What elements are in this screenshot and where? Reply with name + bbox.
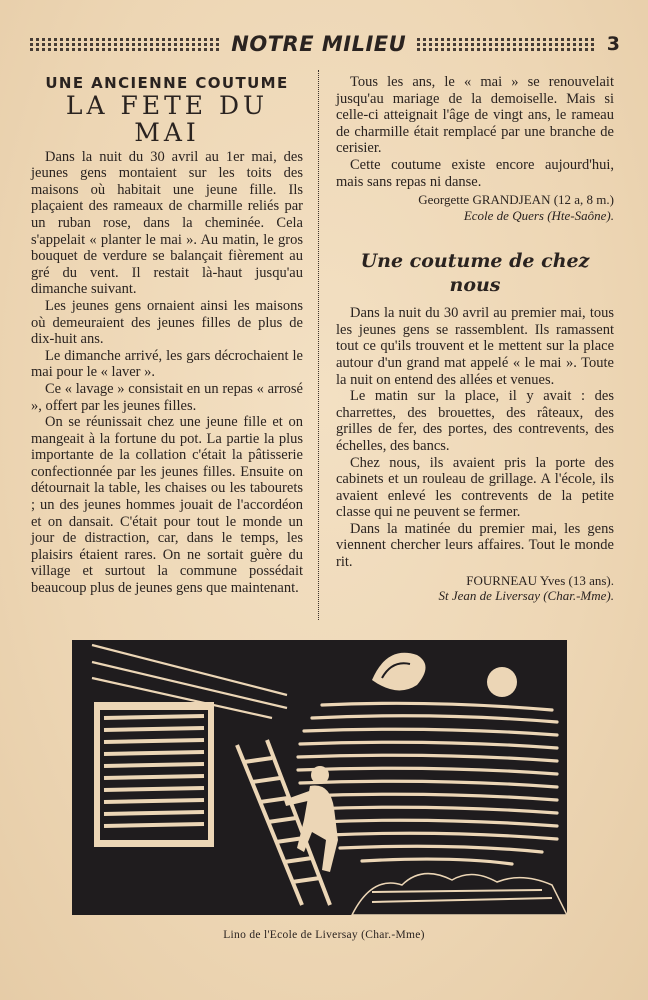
article-paragraph: Le dimanche arrivé, les gars décrochaient le mai pour le « laver ».	[31, 347, 303, 381]
journal-title: NOTRE MILIEU	[231, 32, 407, 56]
school-name: Ecole de Quers (Hte-Saône).	[463, 207, 614, 223]
article-paragraph: Chez nous, ils avaient pris la porte des cabinets et un rouleau de grillage. A l'école, ils avaient enlevé les contrevents de la petite classe qui ne peuvent se fermer.	[336, 454, 614, 521]
article2-signature	[336, 573, 614, 604]
article-paragraph: Le matin sur la place, il y avait : des charrettes, des brouettes, des râteaux, des grilles de fer, des portes, des contrevents, des échelles, des bancs.	[336, 388, 614, 454]
article-paragraph: Dans la nuit du 30 avril au 1er mai, des jeunes gens montaient sur les toits des maisons où habitait une jeune fille. Ils plaçaient des rameaux de charmille reliés par un ruban rose, dans la cheminée. Cela s'appelait « planter le mai ». Au matin, le gros bouquet de verdure se balançait fièrement au gré du vent. Il restait là-haut jusqu'au dimanche suivant.	[31, 148, 303, 298]
header-ornament-left	[30, 37, 220, 51]
article-fete-du-mai	[31, 74, 303, 597]
school-name: St Jean de Liversay (Char.-Mme).	[438, 588, 614, 604]
running-header	[30, 30, 620, 58]
article-paragraph: Dans la nuit du 30 avril au premier mai, tous les jeunes gens se rassemblent. Ils ramassent tout ce qu'ils trouvent et le mettent sur la place autour d'un grand mat appelé « le mai ». Toute la nuit on entend des allées et venues.	[336, 305, 614, 388]
article-paragraph: Cette coutume existe encore aujourd'hui, mais sans repas ni danse.	[336, 156, 614, 190]
page-number: 3	[606, 33, 620, 55]
article-paragraph: On se réunissait chez une jeune fille et on mangeait à la fortune du pot. La partie la plus importante de la collation c'était la pâtisserie confectionnée par les jeunes filles. Ensuite on détournait la table, les chaises ou les tabourets ; un des jeunes hommes jouait de l'accordéon et on dansait. C'était pour tout le monde un jour de distraction, car, dans le temps, les plaisirs étaient rares. On ne sortait guère du village et surtout la commune possédait beaucoup plus de jeunes gens que maintenant.	[31, 414, 303, 597]
linocut-image	[72, 640, 567, 915]
article-headline: LA FETE DU MAI	[65, 90, 269, 147]
article-paragraph: Dans la matinée du premier mai, les gens viennent chercher leurs affaires. Tout le monde rit.	[336, 520, 614, 571]
article-paragraph: Ce « lavage » consistait en un repas « arrosé », offert par les jeunes filles.	[31, 380, 303, 414]
author-name: FOURNEAU Yves (13 ans).	[466, 572, 614, 588]
right-column	[336, 74, 614, 604]
header-ornament-right	[417, 37, 597, 51]
article-paragraph: Les jeunes gens ornaient ainsi les maisons où demeuraient des jeunes filles de plus de dix-huit ans.	[31, 297, 303, 348]
article-kicker: UNE ANCIENNE COUTUME	[45, 74, 289, 92]
article1-signature	[336, 192, 614, 223]
article-paragraph: Tous les ans, le « mai » se renouvelait jusqu'au mariage de la demoiselle. Mais si celle-ci atteignait l'âge de vingt ans, le rameau de charmille était remplacé par une branche de cerisier.	[336, 74, 614, 157]
article2-title: Une coutume de chez nous	[360, 250, 590, 297]
author-name: Georgette GRANDJEAN (12 a, 8 m.)	[418, 192, 614, 208]
column-divider	[318, 70, 320, 620]
illustration-caption: Lino de l'Ecole de Liversay (Char.-Mme)	[223, 929, 425, 941]
linocut-illustration	[72, 640, 567, 915]
